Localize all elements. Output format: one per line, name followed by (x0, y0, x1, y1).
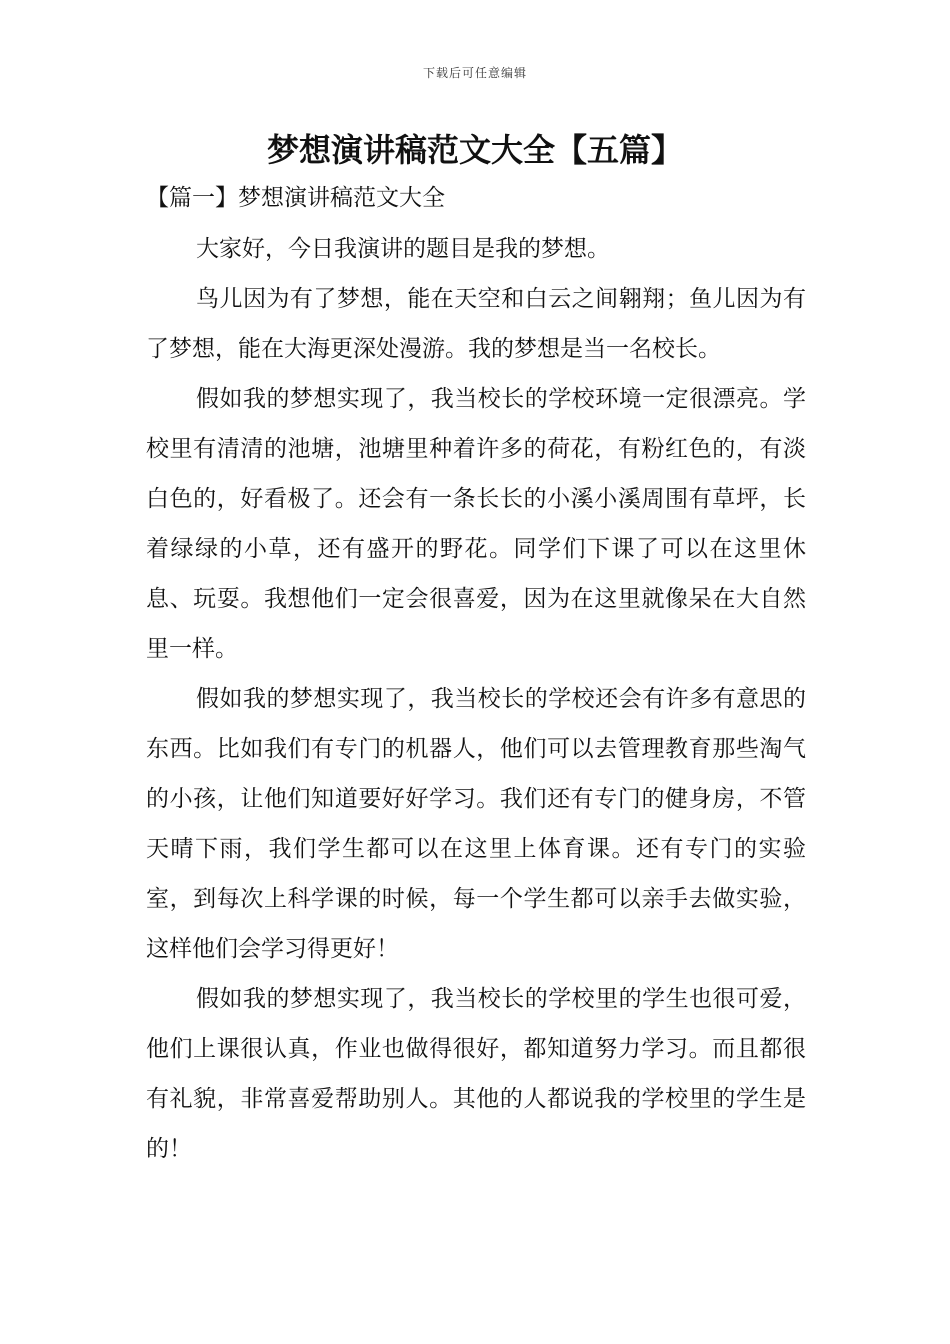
paragraph: 鸟儿因为有了梦想，能在天空和白云之间翱翔；鱼儿因为有了梦想，能在大海更深处漫游。我的梦想是当一名校长。 (146, 286, 806, 362)
document-body (146, 224, 806, 1174)
paragraph: 假如我的梦想实现了，我当校长的学校环境一定很漂亮。学校里有清清的池塘，池塘里种着许多的荷花，有粉红色的，有淡白色的，好看极了。还会有一条长长的小溪小溪周围有草坪，长着绿绿的小草，还有盛开的野花。同学们下课了可以在这里休息、玩耍。我想他们一定会很喜爱，因为在这里就像呆在大自然里一样。 (146, 386, 806, 662)
section-heading: 【篇一】梦想演讲稿范文大全 (146, 185, 445, 211)
paragraph: 假如我的梦想实现了，我当校长的学校还会有许多有意思的东西。比如我们有专门的机器人，他们可以去管理教育那些淘气的小孩，让他们知道要好好学习。我们还有专门的健身房，不管天晴下雨，我们学生都可以在这里上体育课。还有专门的实验室，到每次上科学课的时候，每一个学生都可以亲手去做实验，这样他们会学习得更好！ (146, 686, 806, 962)
paragraph: 大家好，今日我演讲的题目是我的梦想。 (196, 236, 610, 262)
header-note: 下载后可任意编辑 (422, 66, 527, 80)
paragraph: 假如我的梦想实现了，我当校长的学校里的学生也很可爱，他们上课很认真，作业也做得很好，都知道努力学习。而且都很有礼貌，非常喜爱帮助别人。其他的人都说我的学校里的学生是的！ (146, 986, 806, 1162)
document-title: 梦想演讲稿范文大全【五篇】 (266, 131, 683, 169)
